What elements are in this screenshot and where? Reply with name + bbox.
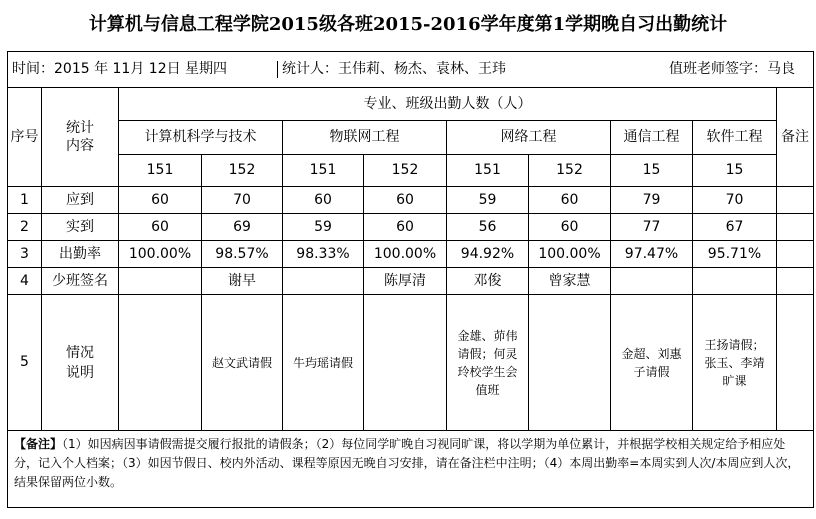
cell-value: 60 bbox=[364, 214, 447, 241]
cell-value: 59 bbox=[283, 214, 364, 241]
attendance-table bbox=[7, 51, 814, 508]
info-row bbox=[8, 52, 814, 88]
class-header: 151 bbox=[119, 155, 202, 187]
cell-value: 谢早 bbox=[202, 268, 283, 295]
remark-cell bbox=[777, 241, 814, 268]
cell-value: 70 bbox=[202, 187, 283, 214]
seq-header: 序号 bbox=[8, 88, 42, 187]
cell-value: 79 bbox=[611, 187, 693, 214]
note-cell bbox=[8, 431, 814, 508]
cell-value: 98.57% bbox=[202, 241, 283, 268]
situation-cell: 金超、刘惠子请假 bbox=[611, 295, 693, 431]
cell-value bbox=[693, 268, 777, 295]
class-header: 152 bbox=[364, 155, 447, 187]
content-header: 统计内容 bbox=[42, 88, 119, 187]
situation-cell: 金雄、茆伟请假；何灵玲校学生会值班 bbox=[447, 295, 529, 431]
cell-value: 60 bbox=[364, 187, 447, 214]
cell-value: 60 bbox=[529, 214, 611, 241]
note-text: （1）如因病因事请假需提交履行报批的请假条；（2）每位同学旷晚自习视同旷课，将以学期为单位累计，并根据学校相关规定给予相应处分，记入个人档案；（3）如因节假日、校内外活动、课程等原因无晚自习安排，请在备注栏中注明；（4）本周出勤率=本周实到人次/本周应到人次，结果保留两位小数。 bbox=[14, 437, 800, 489]
teacher-signature-field: 值班老师签字：马良 bbox=[669, 61, 796, 77]
major-software: 软件工程 bbox=[693, 121, 777, 155]
class-header: 151 bbox=[447, 155, 529, 187]
cell-value: 邓俊 bbox=[447, 268, 529, 295]
table-row bbox=[8, 241, 814, 268]
cell-value: 70 bbox=[693, 187, 777, 214]
major-iot: 物联网工程 bbox=[283, 121, 447, 155]
situation-cell: 王扬请假；张玉、李靖旷课 bbox=[693, 295, 777, 431]
page-title: 计算机与信息工程学院2015级各班2015-2016学年度第1学期晚自习出勤统计 bbox=[88, 14, 728, 35]
row-label: 出勤率 bbox=[42, 241, 119, 268]
row-label: 少班签名 bbox=[42, 268, 119, 295]
row-label: 实到 bbox=[42, 214, 119, 241]
cell-value: 60 bbox=[283, 187, 364, 214]
date-field: 时间：2015 年 11月 12日 星期四 bbox=[12, 61, 278, 78]
situation-cell bbox=[529, 295, 611, 431]
remark-cell bbox=[777, 268, 814, 295]
cell-value: 59 bbox=[447, 187, 529, 214]
note-label: 【备注】 bbox=[14, 437, 63, 451]
situation-cell: 赵文武请假 bbox=[202, 295, 283, 431]
remark-cell bbox=[777, 187, 814, 214]
remark-cell bbox=[777, 295, 814, 431]
class-header: 151 bbox=[283, 155, 364, 187]
cell-value: 77 bbox=[611, 214, 693, 241]
cell-value: 曾家慧 bbox=[529, 268, 611, 295]
situation-cell bbox=[119, 295, 202, 431]
cell-value: 56 bbox=[447, 214, 529, 241]
table-row bbox=[8, 268, 814, 295]
cell-value bbox=[283, 268, 364, 295]
cell-value: 60 bbox=[119, 214, 202, 241]
group-header: 专业、班级出勤人数（人） bbox=[119, 88, 777, 121]
major-comm: 通信工程 bbox=[611, 121, 693, 155]
class-header: 15 bbox=[693, 155, 777, 187]
cell-value: 60 bbox=[529, 187, 611, 214]
cell-value: 60 bbox=[119, 187, 202, 214]
row-number: 4 bbox=[8, 268, 42, 295]
cell-value bbox=[611, 268, 693, 295]
major-cs: 计算机科学与技术 bbox=[119, 121, 283, 155]
cell-value: 98.33% bbox=[283, 241, 364, 268]
stats-by-field: 统计人：王伟莉、杨杰、袁林、王玮 bbox=[282, 61, 506, 77]
row-label: 应到 bbox=[42, 187, 119, 214]
row-number: 2 bbox=[8, 214, 42, 241]
cell-value: 67 bbox=[693, 214, 777, 241]
cell-value: 陈厚清 bbox=[364, 268, 447, 295]
row-number: 1 bbox=[8, 187, 42, 214]
cell-value: 100.00% bbox=[364, 241, 447, 268]
row-label: 情况说明 bbox=[42, 295, 119, 431]
major-network: 网络工程 bbox=[447, 121, 611, 155]
remark-cell bbox=[777, 214, 814, 241]
class-header: 152 bbox=[529, 155, 611, 187]
situation-cell: 牛玙瑶请假 bbox=[283, 295, 364, 431]
table-row bbox=[8, 187, 814, 214]
cell-value: 97.47% bbox=[611, 241, 693, 268]
cell-value: 94.92% bbox=[447, 241, 529, 268]
class-header: 15 bbox=[611, 155, 693, 187]
situation-row bbox=[8, 295, 814, 431]
row-number: 3 bbox=[8, 241, 42, 268]
row-number: 5 bbox=[8, 295, 42, 431]
cell-value: 100.00% bbox=[119, 241, 202, 268]
remark-header: 备注 bbox=[777, 88, 814, 187]
table-row bbox=[8, 214, 814, 241]
cell-value: 69 bbox=[202, 214, 283, 241]
cell-value bbox=[119, 268, 202, 295]
class-header: 152 bbox=[202, 155, 283, 187]
situation-cell bbox=[364, 295, 447, 431]
cell-value: 95.71% bbox=[693, 241, 777, 268]
cell-value: 100.00% bbox=[529, 241, 611, 268]
